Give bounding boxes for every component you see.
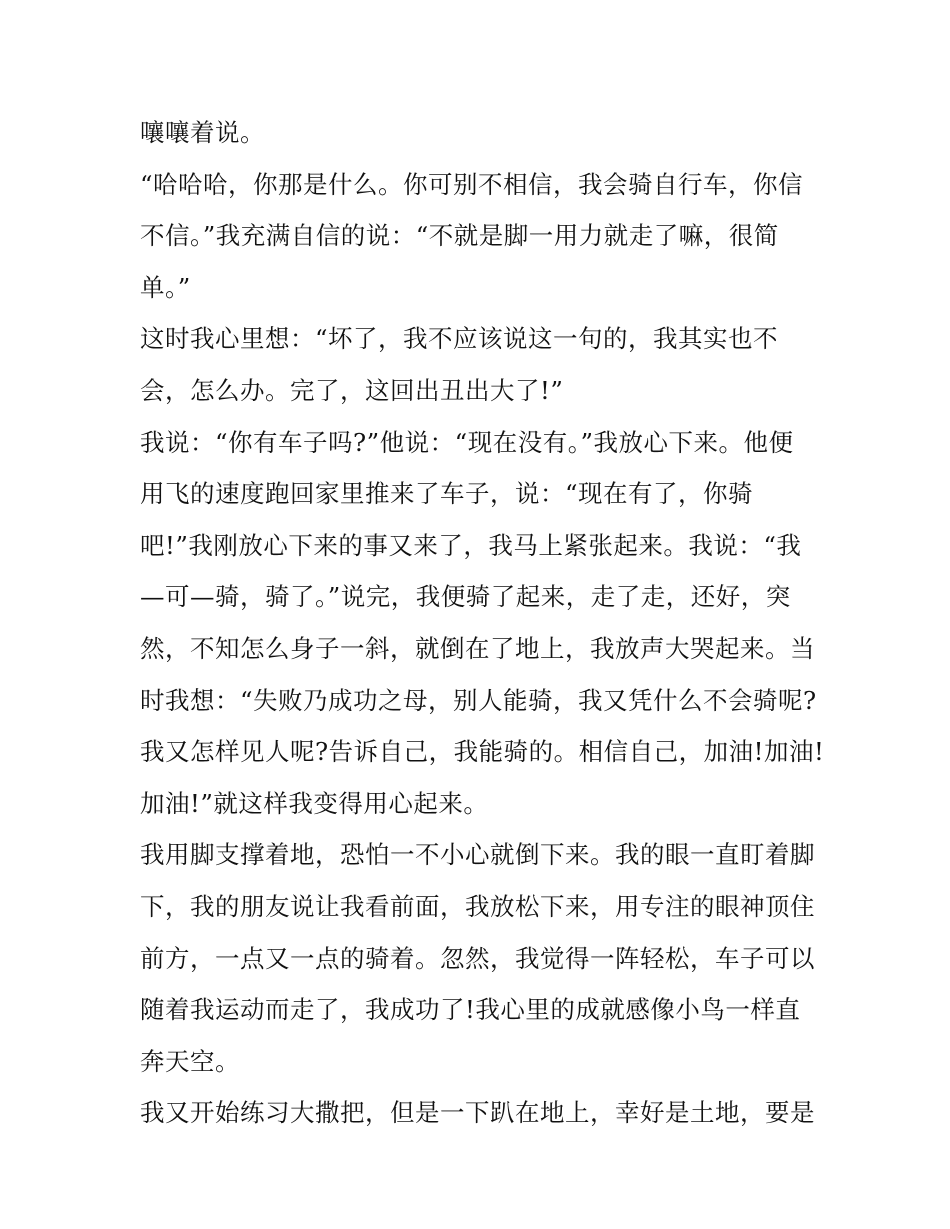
text-line: 会，怎么办。完了，这回出丑出大了!” bbox=[140, 375, 564, 405]
text-line: 我说：“你有车子吗?”他说：“现在没有。”我放心下来。他便 bbox=[140, 427, 794, 457]
text-line: “哈哈哈，你那是什么。你可别不相信，我会骑自行车，你信 bbox=[140, 169, 804, 199]
text-line: 我又怎样见人呢?告诉自己，我能骑的。相信自己，加油!加油! bbox=[140, 737, 825, 767]
text-line: 加油!”就这样我变得用心起来。 bbox=[140, 788, 489, 818]
text-line: 这时我心里想：“坏了，我不应该说这一句的，我其实也不 bbox=[140, 324, 779, 354]
text-line: —可—骑，骑了。”说完，我便骑了起来，走了走，还好，突 bbox=[140, 582, 791, 612]
text-line: 单。” bbox=[140, 272, 191, 302]
text-line: 用飞的速度跑回家里推来了车子，说：“现在有了，你骑 bbox=[140, 479, 754, 509]
text-line: 不信。”我充满自信的说：“不就是脚一用力就走了嘛，很简 bbox=[140, 221, 779, 251]
text-line: 奔天空。 bbox=[140, 1046, 240, 1076]
text-line: 嚷嚷着说。 bbox=[140, 118, 265, 147]
text-body bbox=[140, 107, 825, 1139]
text-line: 随着我运动而走了，我成功了!我心里的成就感像小鸟一样直 bbox=[140, 995, 801, 1025]
text-line: 然，不知怎么身子一斜，就倒在了地上，我放声大哭起来。当 bbox=[140, 633, 815, 663]
text-line: 前方，一点又一点的骑着。忽然，我觉得一阵轻松，车子可以 bbox=[140, 943, 815, 973]
text-line: 我又开始练习大撒把，但是一下趴在地上，幸好是土地，要是 bbox=[140, 1098, 815, 1128]
text-line: 吧!”我刚放心下来的事又来了，我马上紧张起来。我说：“我 bbox=[140, 530, 802, 560]
text-line: 时我想：“失败乃成功之母，别人能骑，我又凭什么不会骑呢? bbox=[140, 685, 817, 715]
text-line: 下，我的朋友说让我看前面，我放松下来，用专注的眼神顶住 bbox=[140, 891, 815, 921]
text-line: 我用脚支撑着地，恐怕一不小心就倒下来。我的眼一直盯着脚 bbox=[140, 840, 815, 870]
